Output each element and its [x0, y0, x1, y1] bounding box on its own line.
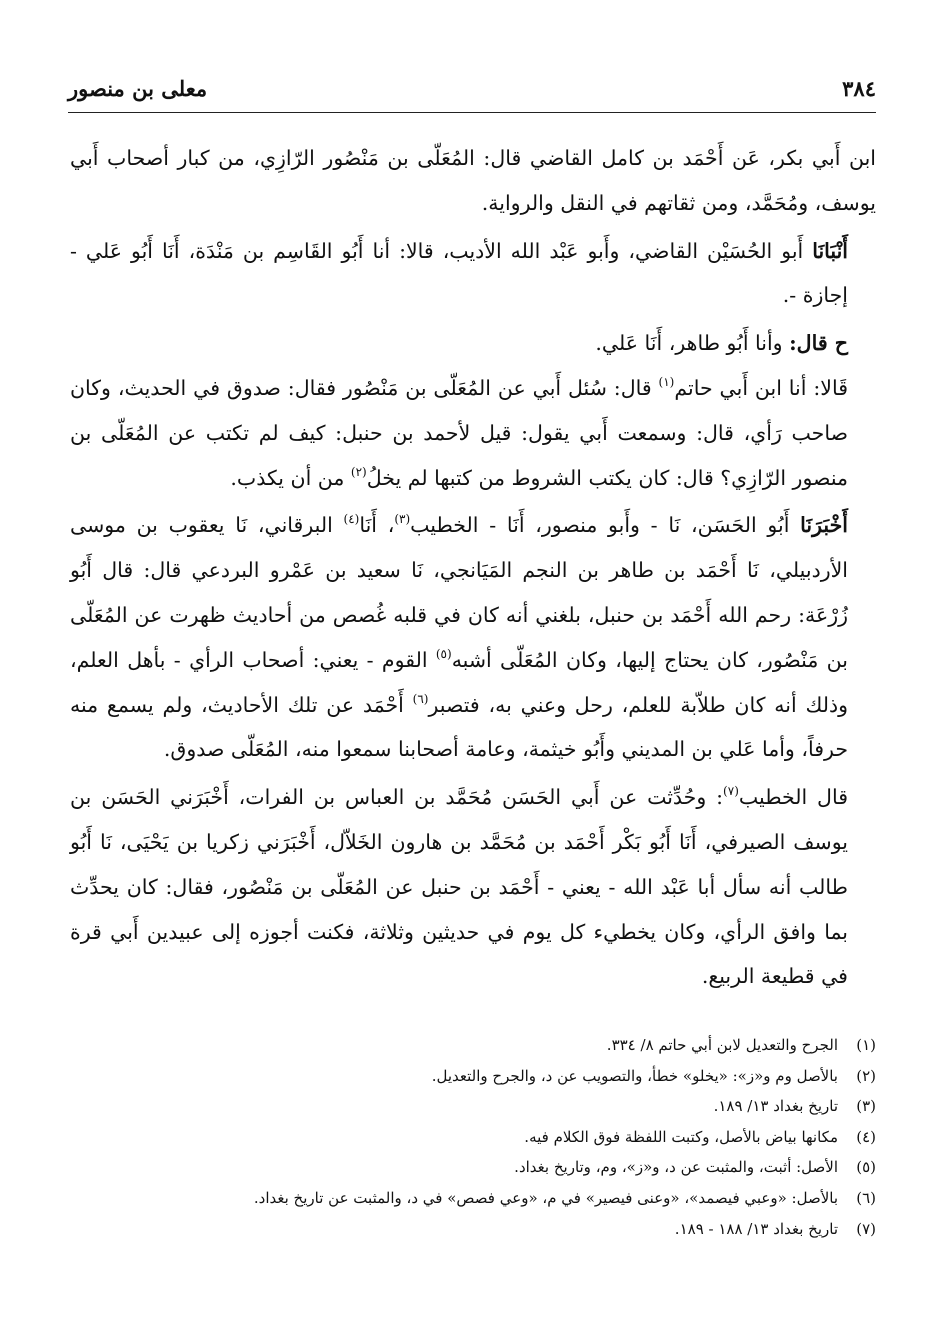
footnotes-section: [70, 1030, 876, 1244]
footnote-number: (٧): [856, 1219, 876, 1238]
footnote-text: الجرح والتعديل لابن أبي حاتم ٨/ ٣٣٤.: [606, 1036, 838, 1054]
footnote-number: (٥): [856, 1158, 876, 1177]
paragraph-3: [70, 321, 876, 366]
paragraph-4-text-a: قَالا: أنا ابن أَبي حاتم: [674, 375, 848, 400]
footnote-ref-5: (٥): [435, 646, 452, 661]
footnote-ref-6: (٦): [412, 691, 429, 706]
page-header: [68, 70, 876, 106]
paragraph-4: [70, 366, 876, 500]
paragraph-2-lead: أَنْبَانَا: [812, 238, 848, 263]
paragraph-2-text: أَبو الحُسَيْن القاضي، وأَبو عَبْد الله الأديب، قالا: أنا أَبُو القَاسِم بن مَنْدَة، أَنَا أَبُو عَلي - إجازة -.: [70, 238, 848, 308]
paragraph-3-lead: ح قال:: [789, 331, 848, 356]
footnote-number: (٦): [856, 1188, 876, 1207]
footnote-number: (٣): [856, 1097, 876, 1116]
footnote-ref-4: (٤): [343, 512, 360, 527]
paragraph-5-text-d: القوم - يعني: أصحاب الرأي - بأهل العلم، وذلك أنه كان طلاّبة للعلم، رحل وعني به، فتصبر: [70, 647, 848, 717]
paragraph-5: [70, 503, 876, 772]
footnote-item: [70, 1152, 876, 1183]
footnote-number: (٤): [856, 1127, 876, 1146]
footnote-text: تاريخ بغداد ١٣/ ١٨٩.: [713, 1097, 838, 1116]
footnote-item: [70, 1122, 876, 1153]
paragraph-5-text-b: ، أَنَا: [359, 513, 395, 538]
footnote-ref-2: (٢): [350, 464, 367, 479]
paragraph-5-lead: أَخْبَرَنَا: [800, 513, 848, 538]
paragraph-3-text: وأنا أَبُو طاهر، أَنَا عَلي.: [595, 331, 790, 356]
footnote-text: مكانها بياض بالأصل، وكتبت اللفظة فوق الكلام فيه.: [524, 1127, 838, 1146]
paragraph-5-text-e: أَحْمَد عن تلك الأحاديث، ولم يسمع منه حرفاً، وأما عَلي بن المديني وأَبُو خيثمة، وعامة أصحابنا سمعوا منه، المُعَلّى صدوق.: [70, 692, 848, 762]
header-divider: [68, 112, 876, 113]
paragraph-4-text-c: من أن يكذب.: [230, 465, 351, 490]
running-title: معلى بن منصور: [68, 75, 208, 101]
paragraph-4-text-b: قال: سُئل أَبي عن المُعَلّى بن مَنْصُور فقال: صدوق في الحديث، وكان صاحب رَأي، قال: وسمعت أَبي يقول: قيل لأحمد بن حنبل: كيف لم تكتب عن المُعَلّى بن منصور الرّازِي؟ قال: كان يكتب الشروط من كتبها لم يخلُ: [70, 375, 848, 490]
paragraph-6: [70, 775, 876, 999]
footnote-item: [70, 1091, 876, 1122]
footnote-text: الأصل: أثبت، والمثبت عن د، و«ز»، وم، وتاريخ بغداد.: [514, 1158, 838, 1177]
paragraph-5-text-c: البرقاني، نَا يعقوب بن موسى الأردبيلي، نَا أَحْمَد بن طاهر بن النجم المَيَانجي، نَا سعيد بن عَمْرو البردعي قال: قال أَبُو زُرْعَة: رحم الله أَحْمَد بن حنبل، بلغني أنه كان في قلبه غُصص من أحاديث ظهرت عن المُعَلّى بن مَنْصُور، كان يحتاج إليها، وكان المُعَلّى أشبه: [70, 513, 848, 672]
footnote-ref-3: (٣): [394, 512, 411, 527]
footnote-item: [70, 1214, 876, 1245]
paragraph-6-text-b: : وحُدِّثت عن أَبي الحَسَن مُحَمَّد بن العباس بن الفرات، أَخْبَرَني الحَسَن بن يوسف الصيرفي، أَنَا أَبُو بَكْر أَحْمَد بن مُحَمَّد بن هارون الخَلاّل، أَخْبَرَني زكريا بن يَحْيَى، نَا أَبُو طالب أنه سأل أبا عَبْد الله - يعني - أَحْمَد بن حنبل عن المُعَلّى بن مَنْصُور، فقال: كان يحدِّث بما وافق الرأي، وكان يخطيء كل يوم في حديثين وثلاثة، فكنت أجوزه إلى عبيدين أَبي قرة في قطيعة الربيع.: [70, 785, 848, 989]
footnote-ref-7: (٧): [723, 784, 739, 799]
paragraph-1-text: ابن أَبي بكر، عَن أَحْمَد بن كامل القاضي قال: المُعَلّى بن مَنْصُور الرّازِي، من كبار أصحاب أَبي يوسف، ومُحَمَّد، ومن ثقاتهم في النقل والرواية.: [70, 146, 876, 215]
main-text: [70, 136, 876, 999]
footnote-number: (٢): [856, 1066, 876, 1085]
footnote-text: تاريخ بغداد ١٣/ ١٨٨ - ١٨٩.: [674, 1219, 838, 1238]
paragraph-5-text-a: أَبُو الحَسَن، نَا - وأَبو منصور، أَنَا - الخطيب: [410, 513, 801, 538]
footnote-text: بالأصل: «وعبي فيصمد»، «وعنى فيصير» في م، «وعي فصص» في د، والمثبت عن تاريخ بغداد.: [253, 1188, 838, 1207]
footnote-item: [70, 1030, 876, 1061]
footnote-text: بالأصل وم و«ز»: «يخلو» خطأ، والتصويب عن د، والجرح والتعديل.: [431, 1066, 838, 1085]
footnote-ref-1: (١): [658, 374, 675, 389]
paragraph-1: [70, 136, 876, 226]
page-number: ٣٨٤: [842, 75, 876, 101]
footnote-number: (١): [856, 1036, 876, 1054]
footnote-item: [70, 1061, 876, 1092]
paragraph-2: [70, 229, 876, 319]
paragraph-6-text-a: قال الخطيب: [738, 785, 849, 810]
footnote-item: [70, 1183, 876, 1214]
